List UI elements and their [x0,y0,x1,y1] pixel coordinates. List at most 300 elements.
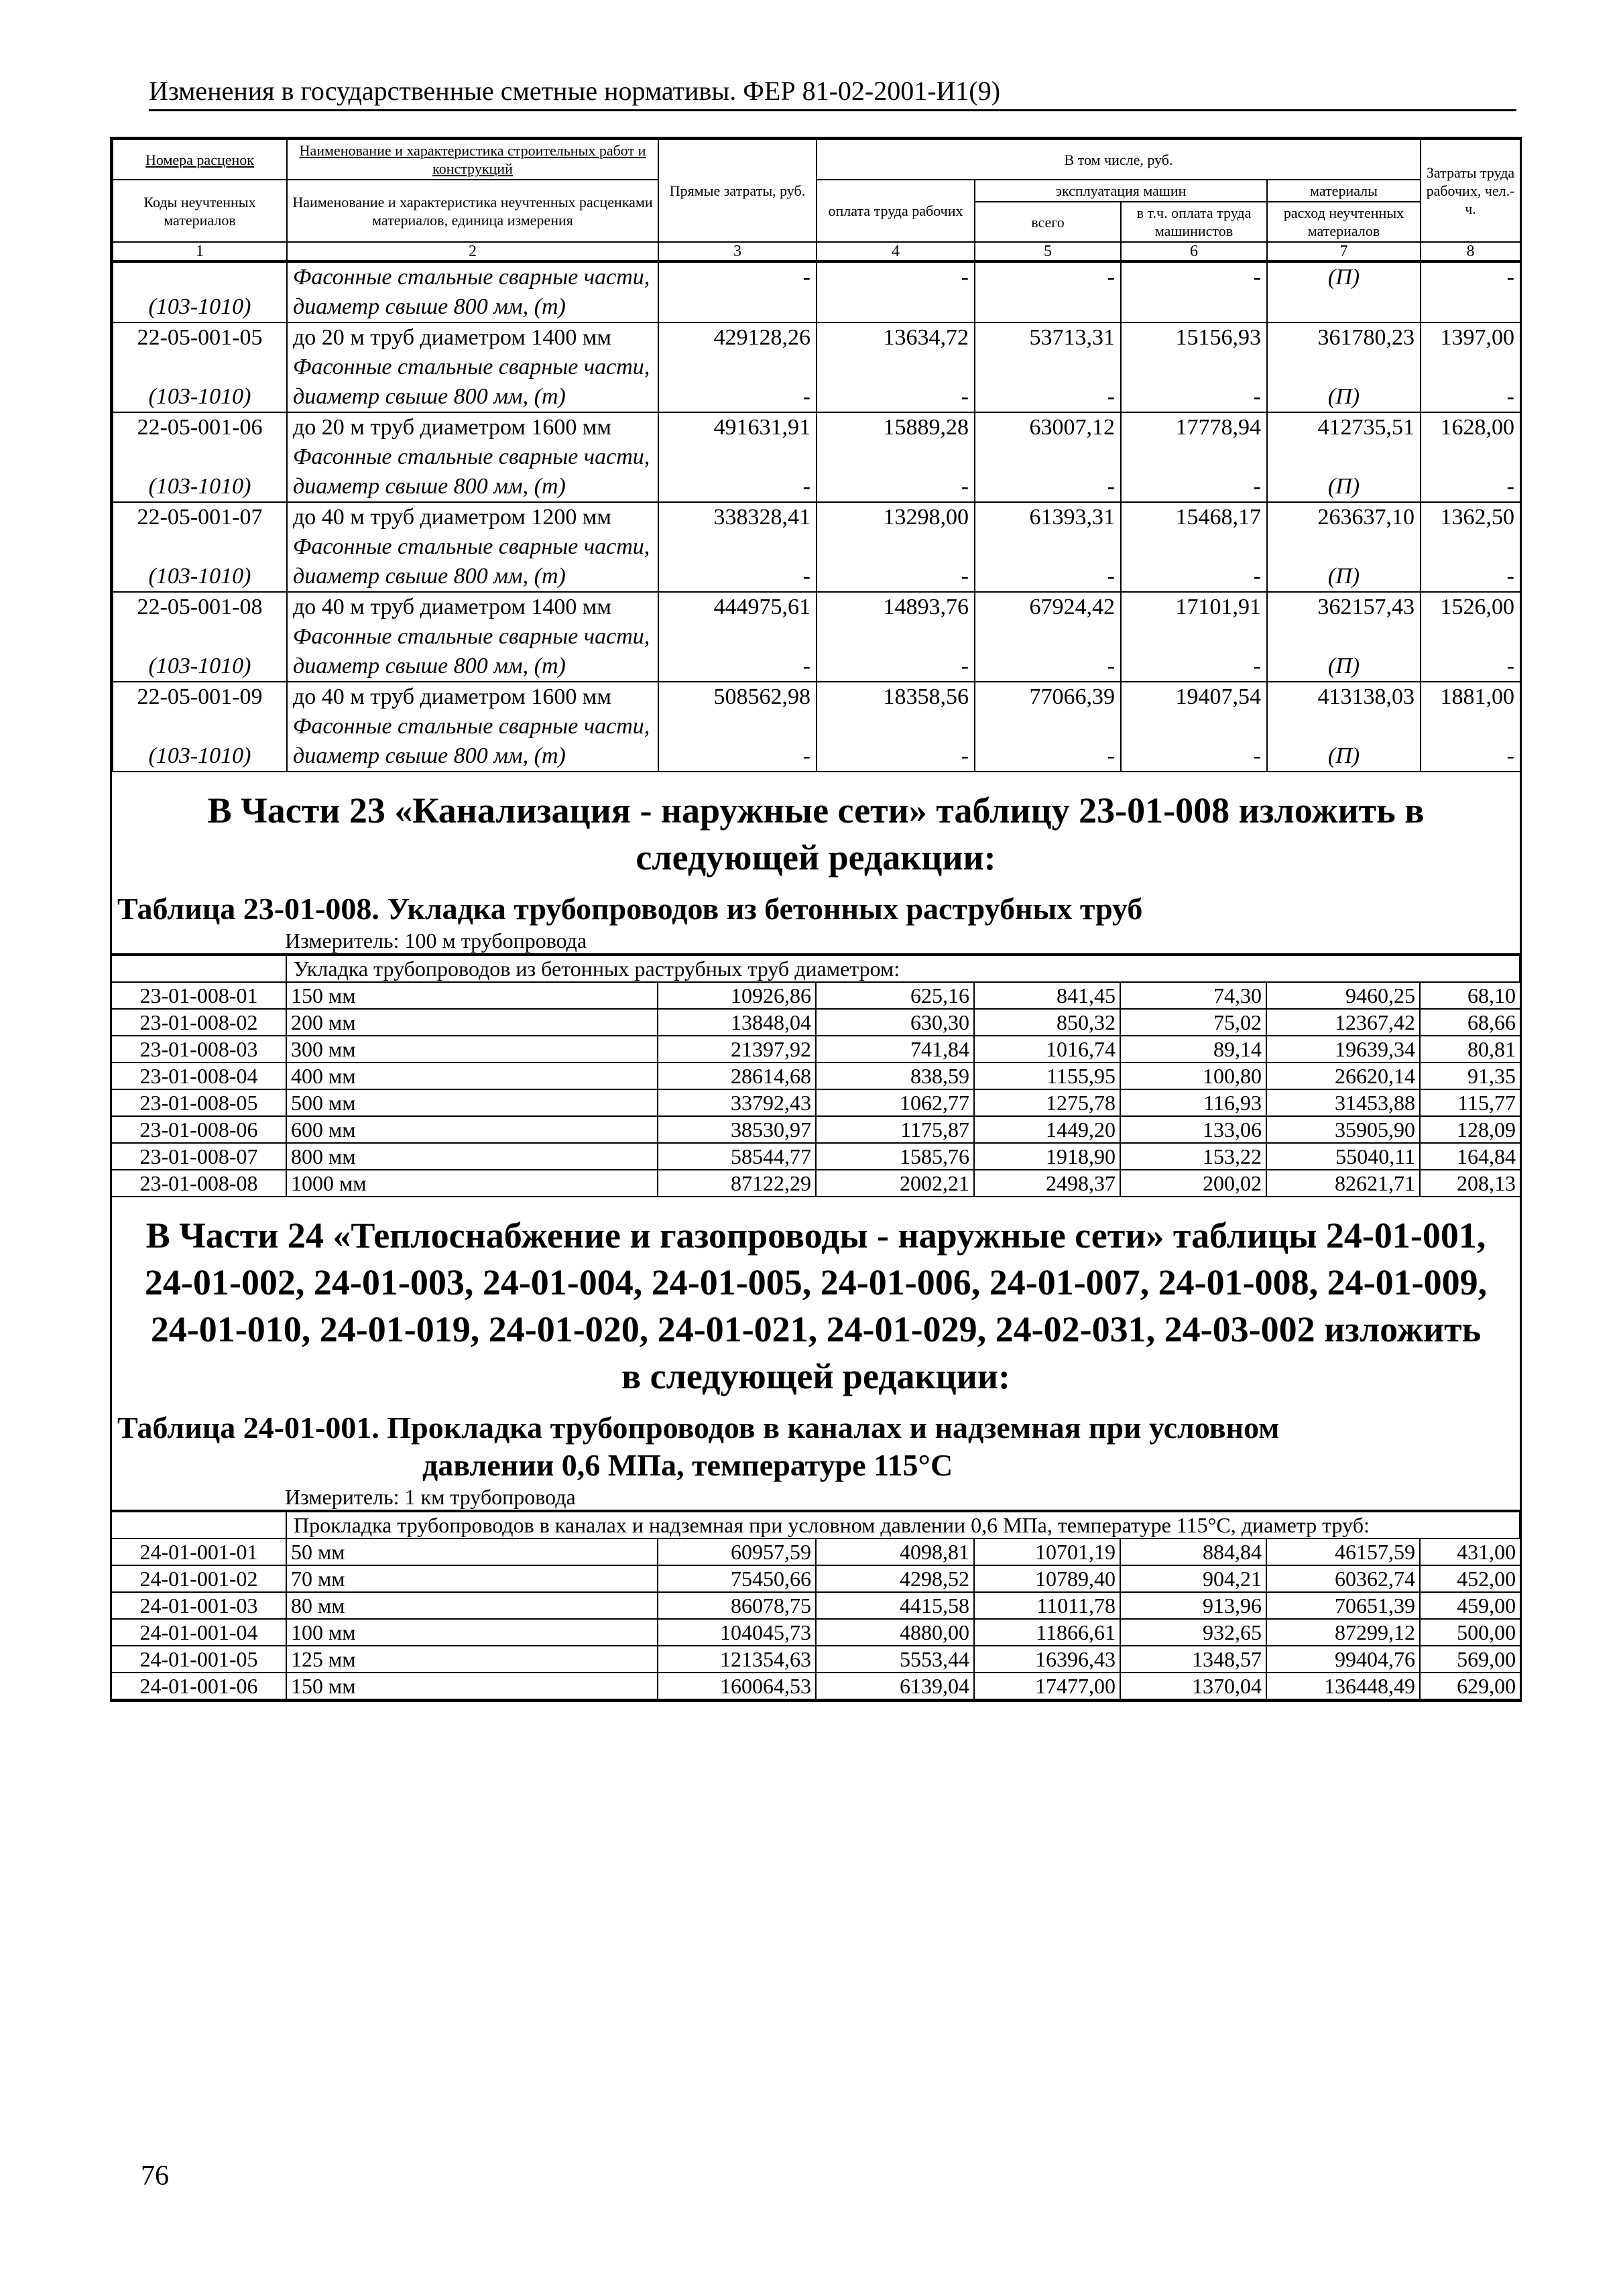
labor-pay-cell [817,322,975,412]
materials-cost: 263637,10 [1317,505,1415,530]
machinist-pay: 116,93 [1120,1089,1266,1116]
machines-cost: 1449,20 [974,1116,1120,1143]
direct-cost-cell [658,502,817,592]
labor-pay: 13298,00 [883,505,969,530]
materials-cost: 413138,03 [1317,684,1415,709]
labor-hours: 452,00 [1420,1565,1520,1592]
col-number: 6 [1121,242,1267,261]
rate-name-cell [287,322,658,412]
machines-cost: 1275,78 [974,1089,1120,1116]
rate-code-cell [113,262,287,322]
direct-cost: 87122,29 [658,1170,816,1197]
material-materials-cost: (П) [1327,654,1360,678]
rate-code: 24-01-001-04 [112,1619,286,1646]
labor-pay: 2002,21 [816,1170,974,1197]
labor-pay: 15889,28 [883,415,969,440]
rate-code-cell [113,592,287,682]
rate-code: 22-05-001-07 [137,505,263,530]
machines-cost-cell [975,412,1121,502]
labor-hours: 80,81 [1420,1036,1520,1063]
material-machinist-pay: - [1253,564,1261,589]
labor-hours: 1362,50 [1440,505,1514,530]
direct-cost: 38530,97 [658,1116,816,1143]
labor-hours: 629,00 [1420,1673,1520,1699]
rate-code: 24-01-001-06 [112,1673,286,1699]
rate-code: 23-01-008-04 [112,1063,286,1089]
rate-code: 23-01-008-08 [112,1170,286,1197]
machines-cost: 11011,78 [974,1592,1120,1619]
material-machines-cost: - [1107,265,1115,290]
labor-hours: 459,00 [1420,1592,1520,1619]
rate-code: 22-05-001-09 [137,684,263,709]
machinist-pay: 153,22 [1120,1143,1266,1170]
direct-cost: 429128,26 [713,325,810,350]
diameter: 300 мм [286,1036,658,1063]
rate-name-cell [287,412,658,502]
machines-cost: 11866,61 [974,1619,1120,1646]
rate-code: 23-01-008-05 [112,1089,286,1116]
material-name: Фасонные стальные сварные части, диаметр свыше 800 мм, (т) [293,355,650,409]
labor-pay-header: оплата труда рабочих [817,180,975,242]
machinist-pay: 15156,93 [1175,325,1261,350]
estimate-frame [110,137,1522,1702]
material-machines-cost: - [1107,564,1115,589]
material-direct-cost: - [802,474,810,499]
labor-pay-cell [817,592,975,682]
labor-pay: 4415,58 [816,1592,974,1619]
materials-cost-cell [1267,322,1421,412]
labor-pay-cell [817,412,975,502]
material-machines-cost: - [1107,384,1115,409]
material-direct-cost: - [802,743,810,768]
rate-code: 24-01-001-05 [112,1646,286,1673]
direct-cost: 10926,86 [658,982,816,1009]
materials-cost: 412735,51 [1317,415,1415,440]
material-code: (103-1010) [148,564,251,589]
machines-cost: 61393,31 [1029,505,1115,530]
machines-cost: 1918,90 [974,1143,1120,1170]
machinist-pay: 100,80 [1120,1063,1266,1089]
material-machines-cost: - [1107,474,1115,499]
material-labor-pay: - [961,743,969,768]
materials-header: материалы [1267,180,1421,202]
rate-name-cell [287,262,658,322]
direct-cost-cell [658,592,817,682]
machinist-pay: 17778,94 [1175,415,1261,440]
labor-pay: 1175,87 [816,1116,974,1143]
machinist-pay: 19407,54 [1175,684,1261,709]
labor-hours: 431,00 [1420,1538,1520,1565]
material-name: Фасонные стальные сварные части, диаметр свыше 800 мм, (т) [293,624,650,678]
diameter: 200 мм [286,1009,658,1036]
material-machinist-pay: - [1253,384,1261,409]
col2-bottom-label: Наименование и характеристика неучтенных расценками материалов, единица измерения [287,180,658,242]
material-code: (103-1010) [148,743,251,768]
labor-pay: 630,30 [816,1009,974,1036]
material-machinist-pay: - [1253,265,1261,290]
labor-hours-cell [1421,322,1520,412]
material-code: (103-1010) [148,654,251,678]
in-total-header: В том числе, руб. [817,139,1421,180]
rate-code: 22-05-001-08 [137,595,263,619]
direct-cost: 104045,73 [658,1619,816,1646]
col-number: 3 [658,242,817,261]
materials-cost: 31453,88 [1266,1089,1420,1116]
rate-row [113,682,1520,772]
labor-pay: 18358,56 [883,684,969,709]
material-machinist-pay: - [1253,743,1261,768]
table-23-row [112,1143,1520,1170]
machinist-pay: 75,02 [1120,1009,1266,1036]
machines-cost: 53713,31 [1029,325,1115,350]
rate-code: 24-01-001-03 [112,1592,286,1619]
diameter: 150 мм [286,1673,658,1699]
section-24-heading: В Части 24 «Теплоснабжение и газопроводы - наружные сети» таблицы 24-01-001, 24-01-002, 24-01-003, 24-01-004, 24-01-005, 24-01-006, 24-01-007, 24-01-008, 24-01-009, 24-01-010, 24-01-019, 24-01-020, 24-01-021, 24-01-029, 24-02-031, 24-03-002 изложить в следующей редакции: [144,1215,1488,1396]
diameter: 100 мм [286,1619,658,1646]
machinist-pay: 133,06 [1120,1116,1266,1143]
rate-row [113,592,1520,682]
machinist-pay-cell [1121,262,1267,322]
labor-pay: 4298,52 [816,1565,974,1592]
diameter: 1000 мм [286,1170,658,1197]
rate-code: 23-01-008-01 [112,982,286,1009]
direct-cost: 28614,68 [658,1063,816,1089]
machinist-pay: 904,21 [1120,1565,1266,1592]
materials-cost: 82621,71 [1266,1170,1420,1197]
materials-cost: 46157,59 [1266,1538,1420,1565]
machines-cost: 77066,39 [1029,684,1115,709]
labor-hours: 91,35 [1420,1063,1520,1089]
rate-row [113,412,1520,502]
material-direct-cost: - [802,384,810,409]
col-number: 1 [113,242,287,261]
materials-cost: 55040,11 [1266,1143,1420,1170]
labor-hours: 164,84 [1420,1143,1520,1170]
machinist-pay: 1348,57 [1120,1646,1266,1673]
direct-cost: 508562,98 [713,684,810,709]
materials-cost: 361780,23 [1317,325,1415,350]
rate-name-cell [287,682,658,772]
machines-cost: 2498,37 [974,1170,1120,1197]
labor-pay: 1062,77 [816,1089,974,1116]
machinist-pay: 89,14 [1120,1036,1266,1063]
rate-code-cell [113,322,287,412]
material-labor-pay: - [961,384,969,409]
materials-cost: 362157,43 [1317,595,1415,619]
materials-cost: 60362,74 [1266,1565,1420,1592]
labor-hours-cell [1421,412,1520,502]
material-labor-pay: - [961,564,969,589]
material-machines-cost: - [1107,654,1115,678]
machines-cost: 1016,74 [974,1036,1120,1063]
table-23-row [112,1063,1520,1089]
machines-cost: 67924,42 [1029,595,1115,619]
rate-name: до 40 м труб диаметром 1600 мм [293,684,611,709]
machinist-pay: 200,02 [1120,1170,1266,1197]
diameter: 125 мм [286,1646,658,1673]
labor-hours: 1526,00 [1440,595,1514,619]
machinist-pay-cell [1121,412,1267,502]
col-number: 4 [817,242,975,261]
material-code: (103-1010) [148,384,251,409]
material-name: Фасонные стальные сварные части, диаметр свыше 800 мм, (т) [293,534,650,589]
labor-pay: 625,16 [816,982,974,1009]
rates-table-header [112,139,1521,261]
material-labor-pay: - [961,265,969,290]
labor-pay: 5553,44 [816,1646,974,1673]
labor-hours: 128,09 [1420,1116,1520,1143]
material-labor-hours: - [1506,743,1514,768]
machines-cost-cell [975,592,1121,682]
machines-cost-cell [975,502,1121,592]
diameter: 150 мм [286,982,658,1009]
direct-cost: 491631,91 [713,415,810,440]
labor-pay: 4880,00 [816,1619,974,1646]
col1-top-label: Номера расценок [113,139,287,180]
table-23-row [112,1036,1520,1063]
direct-cost-cell [658,412,817,502]
material-name: Фасонные стальные сварные части, диаметр свыше 800 мм, (т) [293,265,650,319]
direct-cost-cell [658,262,817,322]
material-code: (103-1010) [148,294,251,319]
material-labor-hours: - [1506,474,1514,499]
labor-hours-cell [1421,262,1520,322]
table-23-row [112,982,1520,1009]
page-number: 76 [141,2161,169,2191]
materials-cost: 19639,34 [1266,1036,1420,1063]
labor-pay: 838,59 [816,1063,974,1089]
machines-cost: 16396,43 [974,1646,1120,1673]
col-number: 8 [1421,242,1520,261]
diameter: 50 мм [286,1538,658,1565]
material-labor-hours: - [1506,654,1514,678]
table-24-row [112,1646,1520,1673]
machines-cost: 10789,40 [974,1565,1120,1592]
rate-row [113,502,1520,592]
machines-cost: 850,32 [974,1009,1120,1036]
table-24-row [112,1592,1520,1619]
rate-code-empty [119,263,281,292]
rate-code: 24-01-001-02 [112,1565,286,1592]
direct-cost: 13848,04 [658,1009,816,1036]
labor-hours: 1397,00 [1440,325,1514,350]
rate-name: до 20 м труб диаметром 1400 мм [293,325,611,350]
material-machines-cost: - [1107,743,1115,768]
labor-hours-cell [1421,592,1520,682]
col-number: 2 [287,242,658,261]
material-direct-cost: - [802,265,810,290]
direct-cost: 160064,53 [658,1673,816,1699]
material-materials-cost: (П) [1327,384,1360,409]
table-24-title-line1: Таблица 24-01-001. Прокладка трубопроводов в каналах и надземная при условном [117,1410,1280,1445]
rate-code-cell [113,412,287,502]
labor-pay: 4098,81 [816,1538,974,1565]
materials-cost: 70651,39 [1266,1592,1420,1619]
table-24-title-line2: давлении 0,6 МПа, температуре 115°С [422,1448,953,1482]
material-labor-hours: - [1506,384,1514,409]
machinist-pay-cell [1121,502,1267,592]
material-name: Фасонные стальные сварные части, диаметр свыше 800 мм, (т) [293,714,650,768]
material-machinist-pay: - [1253,654,1261,678]
machines-all-header: всего [975,202,1121,242]
direct-cost: 58544,77 [658,1143,816,1170]
table-23-row [112,1089,1520,1116]
table-23-01-008 [112,955,1520,1197]
machinist-pay: 1370,04 [1120,1673,1266,1699]
materials-cost: 35905,90 [1266,1116,1420,1143]
machinist-pay: 17101,91 [1175,595,1261,619]
col-number: 5 [975,242,1121,261]
rate-code: 23-01-008-07 [112,1143,286,1170]
materials-cost: 99404,76 [1266,1646,1420,1673]
machines-cost: 63007,12 [1029,415,1115,440]
rate-code: 23-01-008-02 [112,1009,286,1036]
rate-code: 23-01-008-03 [112,1036,286,1063]
diameter: 70 мм [286,1565,658,1592]
rate-name-cell [287,502,658,592]
page-header: Изменения в государственные сметные нормативы. ФЕР 81-02-2001-И1(9) [149,75,1516,111]
materials-cost: 26620,14 [1266,1063,1420,1089]
material-labor-hours: - [1506,265,1514,290]
machines-cost: 17477,00 [974,1673,1120,1699]
labor-pay-cell [817,262,975,322]
diameter: 400 мм [286,1063,658,1089]
materials-cost-cell [1267,412,1421,502]
direct-cost: 86078,75 [658,1592,816,1619]
table-23-caption: Укладка трубопроводов из бетонных раструбных труб диаметром: [286,955,1520,982]
rate-name-cell [287,592,658,682]
machinist-pay: 884,84 [1120,1538,1266,1565]
rate-name: до 40 м труб диаметром 1400 мм [293,595,611,619]
table-24-01-001 [112,1511,1520,1700]
materials-cost-cell [1267,262,1421,322]
rate-code-cell [113,502,287,592]
table-24-measure: Измеритель: 1 км трубопровода [112,1484,1520,1511]
rates-table-body [112,261,1521,772]
material-materials-cost: (П) [1327,474,1360,499]
machinist-pay: 913,96 [1120,1592,1266,1619]
material-name: Фасонные стальные сварные части, диаметр свыше 800 мм, (т) [293,444,650,499]
table-23-title: Таблица 23-01-008. Укладка трубопроводов из бетонных раструбных труб [117,892,1143,926]
rate-name: до 20 м труб диаметром 1600 мм [293,415,611,440]
labor-hours-cell [1421,502,1520,592]
material-labor-pay: - [961,474,969,499]
labor-hours: 500,00 [1420,1619,1520,1646]
materials-cost-cell [1267,592,1421,682]
material-materials-cost: (П) [1327,564,1360,589]
labor-pay-cell [817,502,975,592]
machines-cost-cell [975,262,1121,322]
machinist-pay-cell [1121,682,1267,772]
machines-header: эксплуатация машин [975,180,1267,202]
table-23-row [112,1170,1520,1197]
material-code: (103-1010) [148,474,251,499]
machinist-pay: 74,30 [1120,982,1266,1009]
col-number: 7 [1267,242,1421,261]
direct-cost: 60957,59 [658,1538,816,1565]
labor-cost-header: Затраты труда рабочих, чел.-ч. [1421,139,1520,242]
table-23-row [112,1116,1520,1143]
materials-cost-cell [1267,502,1421,592]
machinist-pay-header: в т.ч. оплата труда машинистов [1121,202,1267,242]
diameter: 600 мм [286,1116,658,1143]
rate-name: до 40 м труб диаметром 1200 мм [293,505,611,530]
materials-cost: 136448,49 [1266,1673,1420,1699]
labor-hours: 68,10 [1420,982,1520,1009]
machines-cost: 10701,19 [974,1538,1120,1565]
labor-hours: 1881,00 [1440,684,1514,709]
machinist-pay: 932,65 [1120,1619,1266,1646]
materials-cost: 87299,12 [1266,1619,1420,1646]
table-24-row [112,1619,1520,1646]
machines-cost-cell [975,322,1121,412]
table-24-row [112,1673,1520,1699]
col2-top-label: Наименование и характеристика строительных работ и конструкций [287,139,658,180]
section-23-heading: В Части 23 «Канализация - наружные сети» таблицу 23-01-008 изложить в следующей редакции: [207,790,1425,878]
labor-hours: 115,77 [1420,1089,1520,1116]
material-labor-hours: - [1506,564,1514,589]
rate-row [113,322,1520,412]
material-machinist-pay: - [1253,474,1261,499]
direct-cost: 21397,92 [658,1036,816,1063]
material-direct-cost: - [802,654,810,678]
material-direct-cost: - [802,564,810,589]
rate-row [113,262,1520,322]
diameter: 500 мм [286,1089,658,1116]
diameter: 80 мм [286,1592,658,1619]
table-24-row [112,1538,1520,1565]
rate-code: 22-05-001-06 [137,415,263,440]
labor-hours-cell [1421,682,1520,772]
machines-cost: 841,45 [974,982,1120,1009]
labor-pay: 13634,72 [883,325,969,350]
direct-cost-cell [658,682,817,772]
table-24-caption: Прокладка трубопроводов в каналах и надземная при условном давлении 0,6 МПа, температуре 115°С, диаметр труб: [286,1512,1520,1538]
labor-hours: 208,13 [1420,1170,1520,1197]
machinist-pay: 15468,17 [1175,505,1261,530]
labor-pay-cell [817,682,975,772]
materials-cost: 12367,42 [1266,1009,1420,1036]
direct-cost: 121354,63 [658,1646,816,1673]
labor-hours: 569,00 [1420,1646,1520,1673]
direct-cost: 444975,61 [713,595,810,619]
col1-bottom-label: Коды неучтенных материалов [113,180,287,242]
labor-hours: 1628,00 [1440,415,1514,440]
materials-cost-cell [1267,682,1421,772]
direct-cost-header: Прямые затраты, руб. [658,139,817,242]
labor-pay: 6139,04 [816,1673,974,1699]
direct-cost: 338328,41 [713,505,810,530]
rate-code-cell [113,682,287,772]
table-23-row [112,1009,1520,1036]
direct-cost-cell [658,322,817,412]
machines-cost-cell [975,682,1121,772]
machines-cost: 1155,95 [974,1063,1120,1089]
material-labor-pay: - [961,654,969,678]
table-24-row [112,1565,1520,1592]
machinist-pay-cell [1121,592,1267,682]
table-23-measure: Измеритель: 100 м трубопровода [112,928,1520,955]
table-24-title [112,1404,1520,1484]
rate-code: 23-01-008-06 [112,1116,286,1143]
labor-hours: 68,66 [1420,1009,1520,1036]
labor-pay: 14893,76 [883,595,969,619]
labor-pay: 741,84 [816,1036,974,1063]
rate-code: 24-01-001-01 [112,1538,286,1565]
unaccounted-materials-header: расход неучтенных материалов [1267,202,1421,242]
materials-cost: 9460,25 [1266,982,1420,1009]
diameter: 800 мм [286,1143,658,1170]
